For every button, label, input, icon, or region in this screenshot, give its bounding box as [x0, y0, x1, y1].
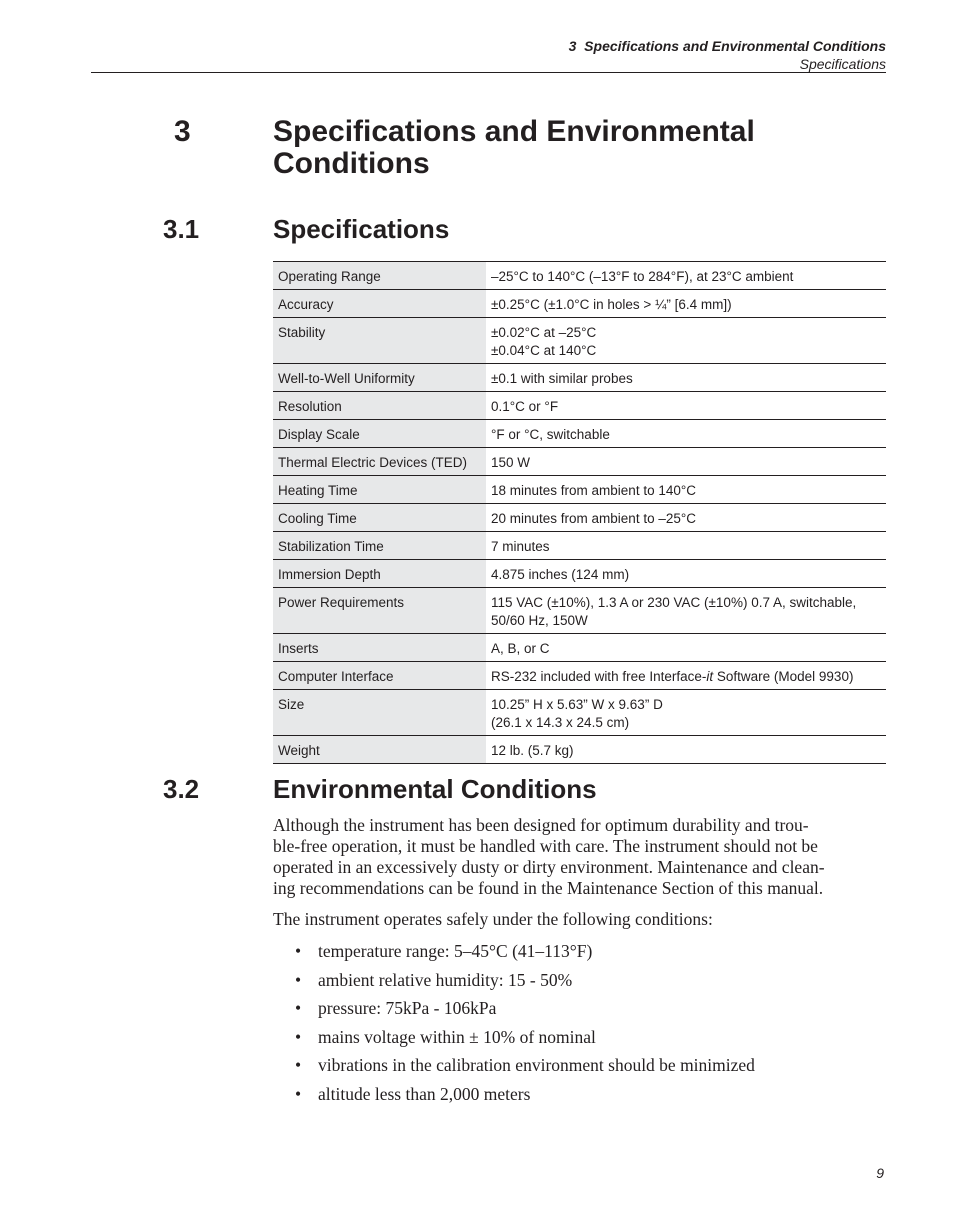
spec-value: 7 minutes — [486, 532, 886, 560]
bullet-icon: • — [295, 1026, 302, 1047]
spec-label: Accuracy — [273, 290, 486, 318]
table-row — [273, 588, 886, 634]
section-title: Environmental Conditions — [273, 774, 597, 804]
environment-paragraph: Although the instrument has been designed for optimum durability and trou- ble-free operation, it must be handled with care. The instrument should not be operated in an excessively dusty or dirty environment. Maintenance and clean- ing recommendations can be found in the Maintenance Section of this manual. — [273, 815, 825, 898]
table-row — [273, 532, 886, 560]
table-row — [273, 364, 886, 392]
spec-value: 4.875 inches (124 mm) — [486, 560, 886, 588]
list-item — [273, 970, 755, 991]
conditions-list — [273, 941, 755, 1113]
spec-label: Stabilization Time — [273, 532, 486, 560]
table-row — [273, 476, 886, 504]
spec-value: 10.25” H x 5.63” W x 9.63” D (26.1 x 14.3 x 24.5 cm) — [486, 690, 886, 736]
spec-label: Weight — [273, 736, 486, 764]
table-row — [273, 736, 886, 764]
spec-value-text: Software (Model 9930) — [713, 669, 854, 684]
condition-text: ambient relative humidity: 15 - 50% — [318, 969, 573, 990]
bullet-icon: • — [295, 941, 302, 961]
spec-value: ±0.25°C (±1.0°C in holes > ¼” [6.4 mm]) — [486, 290, 886, 318]
table-row — [273, 690, 886, 736]
chapter-number: 3 — [174, 115, 191, 148]
conditions-intro: The instrument operates safely under the following conditions: — [273, 909, 713, 929]
list-item — [273, 941, 755, 962]
page-number: 9 — [876, 1165, 884, 1181]
spec-label: Thermal Electric Devices (TED) — [273, 448, 486, 476]
spec-value: A, B, or C — [486, 634, 886, 662]
chapter-title: Specifications and Environmental Conditions — [273, 115, 755, 180]
table-row — [273, 560, 886, 588]
table-row — [273, 420, 886, 448]
table-row — [273, 392, 886, 420]
condition-text: vibrations in the calibration environment should be minimized — [318, 1055, 755, 1076]
bullet-icon: • — [295, 1055, 302, 1076]
spec-label: Operating Range — [273, 262, 486, 290]
spec-value: 150 W — [486, 448, 886, 476]
header-rule — [91, 72, 886, 73]
spec-label: Display Scale — [273, 420, 486, 448]
table-row — [273, 262, 886, 290]
spec-value: 18 minutes from ambient to 140°C — [486, 476, 886, 504]
list-item — [273, 1055, 755, 1076]
table-row — [273, 448, 886, 476]
specifications-table — [273, 261, 886, 764]
list-item — [273, 998, 755, 1019]
spec-label: Computer Interface — [273, 662, 486, 690]
spec-label: Stability — [273, 318, 486, 364]
spec-label: Well-to-Well Uniformity — [273, 364, 486, 392]
spec-label: Inserts — [273, 634, 486, 662]
running-head — [569, 37, 886, 73]
bullet-icon: • — [295, 998, 302, 1019]
spec-label: Power Requirements — [273, 588, 486, 634]
spec-value-text: RS-232 included with free Interface- — [491, 669, 707, 684]
table-row — [273, 662, 886, 690]
spec-label: Immersion Depth — [273, 560, 486, 588]
section-number: 3.2 — [163, 774, 200, 804]
spec-value: –25°C to 140°C (–13°F to 284°F), at 23°C ambient — [486, 262, 886, 290]
spec-label: Heating Time — [273, 476, 486, 504]
spec-value: 20 minutes from ambient to –25°C — [486, 504, 886, 532]
condition-text: altitude less than 2,000 meters — [318, 1083, 531, 1104]
spec-value: 115 VAC (±10%), 1.3 A or 230 VAC (±10%) 0.7 A, switchable, 50/60 Hz, 150W — [486, 588, 886, 634]
spec-value-italic: it — [706, 669, 714, 684]
section-title: Specifications — [273, 214, 450, 244]
condition-text: temperature range: 5–45°C (41–113°F) — [318, 941, 593, 961]
spec-value: °F or °C, switchable — [486, 420, 886, 448]
spec-label: Cooling Time — [273, 504, 486, 532]
bullet-icon: • — [295, 1083, 302, 1104]
bullet-icon: • — [295, 969, 302, 990]
condition-text: pressure: 75kPa - 106kPa — [318, 998, 497, 1019]
running-head-chapter: 3 Specifications and Environmental Conditions — [568, 38, 886, 54]
spec-value: ±0.1 with similar probes — [486, 364, 886, 392]
running-head-section: Specifications — [799, 56, 886, 72]
spec-value — [486, 662, 886, 690]
table-row — [273, 504, 886, 532]
spec-label: Resolution — [273, 392, 486, 420]
condition-text: mains voltage within ± 10% of nominal — [318, 1026, 596, 1047]
section-number: 3.1 — [163, 214, 200, 244]
table-row — [273, 634, 886, 662]
spec-value: ±0.02°C at –25°C ±0.04°C at 140°C — [486, 318, 886, 364]
spec-label: Size — [273, 690, 486, 736]
table-row — [273, 290, 886, 318]
table-row — [273, 318, 886, 364]
list-item — [273, 1084, 755, 1105]
spec-value: 0.1°C or °F — [486, 392, 886, 420]
list-item — [273, 1027, 755, 1048]
spec-value: 12 lb. (5.7 kg) — [486, 736, 886, 764]
